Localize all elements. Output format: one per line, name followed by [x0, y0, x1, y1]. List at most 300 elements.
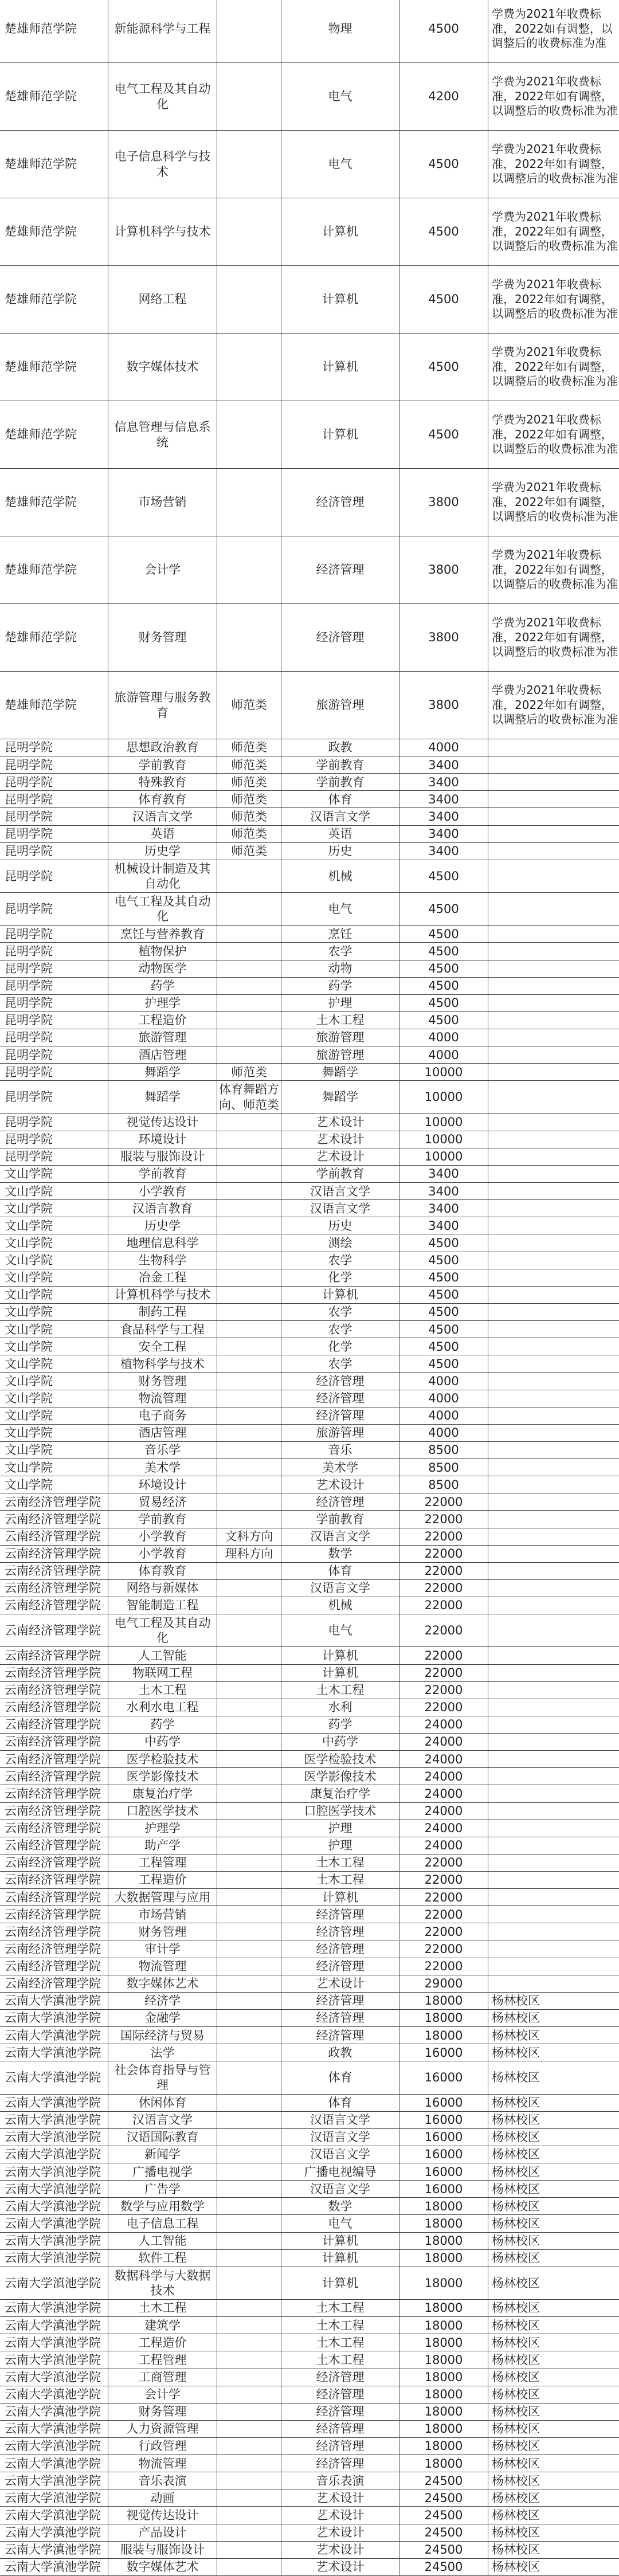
fee-cell: 3800 — [399, 469, 488, 536]
fee-cell: 4000 — [399, 739, 488, 756]
table-row — [0, 1338, 619, 1355]
table-row — [0, 1442, 619, 1459]
table-row — [0, 2129, 619, 2146]
table-row — [0, 2455, 619, 2472]
note-cell — [488, 1081, 619, 1113]
fee-cell: 18000 — [399, 2027, 488, 2044]
table-row — [0, 1854, 619, 1872]
school-cell: 昆明学院 — [5, 775, 53, 789]
major-cell: 音乐表演 — [108, 2472, 217, 2489]
table-row — [0, 843, 619, 860]
category-cell: 汉语言文学 — [281, 808, 399, 825]
note-cell: 学费为2021年收费标准，2022年如有调整，以调整后的收费标准为准 — [488, 334, 619, 401]
school-cell: 云南大学滇池学院 — [5, 2113, 101, 2127]
category-cell: 经济管理 — [281, 1373, 399, 1389]
table-row — [0, 1872, 619, 1889]
note-cell — [488, 1166, 619, 1182]
major-cell: 工商管理 — [108, 2369, 217, 2386]
note-cell — [488, 1546, 619, 1562]
fee-cell: 22000 — [399, 1872, 488, 1888]
fee-cell: 22000 — [399, 1682, 488, 1699]
note-cell: 杨林校区 — [488, 2524, 619, 2541]
school-cell: 昆明学院 — [5, 1048, 53, 1062]
table-row — [0, 860, 619, 893]
type-cell — [217, 2112, 281, 2128]
category-cell: 数学 — [281, 1546, 399, 1562]
type-cell — [217, 2300, 281, 2316]
type-cell — [217, 2507, 281, 2524]
major-cell: 冶金工程 — [108, 1269, 217, 1286]
major-cell: 医学检验技术 — [108, 1751, 217, 1767]
fee-cell: 29000 — [399, 1975, 488, 1992]
school-cell: 楚雄师范学院 — [5, 225, 77, 239]
table-row — [0, 1820, 619, 1837]
category-cell: 旅游管理 — [281, 1046, 399, 1063]
type-cell — [217, 1647, 281, 1664]
fee-cell: 4500 — [399, 0, 488, 62]
major-cell: 会计学 — [108, 2386, 217, 2403]
table-row — [0, 791, 619, 808]
type-cell — [217, 1029, 281, 1046]
category-cell: 体育 — [281, 2095, 399, 2111]
note-cell — [488, 1699, 619, 1716]
table-row — [0, 1235, 619, 1252]
note-cell — [488, 1148, 619, 1165]
type-cell — [217, 2524, 281, 2541]
fee-cell: 4000 — [399, 1390, 488, 1407]
school-cell: 云南大学滇池学院 — [5, 2335, 101, 2350]
table-row — [0, 1614, 619, 1647]
type-cell — [217, 1200, 281, 1217]
major-cell: 视觉传达设计 — [108, 1114, 217, 1131]
table-row — [0, 1682, 619, 1699]
category-cell: 电气 — [281, 63, 399, 130]
note-cell — [488, 1012, 619, 1029]
table-row — [0, 1200, 619, 1217]
school-cell: 云南大学滇池学院 — [5, 2182, 101, 2196]
table-row — [0, 1425, 619, 1442]
type-cell — [217, 2369, 281, 2386]
table-row — [0, 1647, 619, 1664]
table-row — [0, 1768, 619, 1785]
category-cell: 土木工程 — [281, 2351, 399, 2368]
major-cell: 口腔医学技术 — [108, 1803, 217, 1820]
type-cell — [217, 1751, 281, 1767]
fee-cell: 24000 — [399, 1734, 488, 1750]
major-cell: 信息管理与信息系统 — [108, 401, 217, 468]
major-cell: 护理学 — [108, 995, 217, 1011]
table-row — [0, 995, 619, 1012]
note-cell: 杨林校区 — [488, 2215, 619, 2232]
table-row — [0, 1511, 619, 1528]
major-cell: 药学 — [108, 978, 217, 994]
table-row — [0, 334, 619, 401]
school-cell: 云南大学滇池学院 — [5, 2216, 101, 2230]
fee-cell: 22000 — [399, 1923, 488, 1940]
note-cell: 杨林校区 — [488, 2044, 619, 2061]
type-cell — [217, 2163, 281, 2180]
major-cell: 酒店管理 — [108, 1425, 217, 1441]
type-cell — [217, 1287, 281, 1303]
category-cell: 电气 — [281, 2215, 399, 2232]
category-cell: 药学 — [281, 1716, 399, 1733]
note-cell — [488, 1872, 619, 1888]
school-cell: 云南大学滇池学院 — [5, 2526, 101, 2540]
note-cell — [488, 926, 619, 942]
category-cell: 艺术设计 — [281, 1476, 399, 1493]
school-cell: 云南大学滇池学院 — [5, 2543, 101, 2557]
fee-cell: 22000 — [399, 1580, 488, 1597]
major-cell: 医学影像技术 — [108, 1768, 217, 1785]
fee-cell: 24000 — [399, 1785, 488, 1802]
school-cell: 文山学院 — [5, 1409, 53, 1423]
category-cell: 口腔医学技术 — [281, 1803, 399, 1820]
category-cell: 护理 — [281, 995, 399, 1011]
type-cell — [217, 1407, 281, 1424]
major-cell: 体育教育 — [108, 1563, 217, 1579]
type-cell: 文科方向 — [217, 1528, 281, 1545]
type-cell — [217, 1046, 281, 1063]
school-cell: 云南经济管理学院 — [5, 1624, 101, 1638]
table-row — [0, 1304, 619, 1321]
category-cell: 艺术设计 — [281, 2559, 399, 2575]
type-cell — [217, 2351, 281, 2368]
table-row — [0, 401, 619, 469]
type-cell: 师范类 — [217, 774, 281, 790]
type-cell: 师范类 — [217, 826, 281, 842]
type-cell: 体育舞蹈方向、师范类 — [217, 1081, 281, 1113]
table-row — [0, 1785, 619, 1802]
table-row — [0, 2146, 619, 2163]
category-cell: 体育 — [281, 1563, 399, 1579]
type-cell — [217, 2421, 281, 2437]
type-cell — [217, 1820, 281, 1837]
category-cell: 旅游管理 — [281, 672, 399, 739]
school-cell: 昆明学院 — [5, 809, 53, 824]
note-cell — [488, 1425, 619, 1441]
school-cell: 昆明学院 — [5, 1065, 53, 1079]
fee-cell: 4500 — [399, 995, 488, 1011]
category-cell: 计算机 — [281, 334, 399, 401]
note-cell — [488, 1235, 619, 1252]
note-cell: 杨林校区 — [488, 2386, 619, 2403]
category-cell: 汉语言文学 — [281, 2181, 399, 2197]
type-cell — [217, 1785, 281, 1802]
school-cell: 云南大学滇池学院 — [5, 2405, 101, 2419]
major-cell: 社会体育指导与管理 — [108, 2061, 217, 2093]
table-row — [0, 2267, 619, 2300]
fee-cell: 18000 — [399, 2421, 488, 2437]
major-cell: 烹饪与营养教育 — [108, 926, 217, 942]
type-cell — [217, 0, 281, 62]
table-row — [0, 1046, 619, 1064]
category-cell: 计算机 — [281, 1287, 399, 1303]
major-cell: 特殊教育 — [108, 774, 217, 790]
type-cell — [217, 2455, 281, 2472]
category-cell: 体育 — [281, 2061, 399, 2093]
major-cell: 植物保护 — [108, 943, 217, 959]
major-cell: 财务管理 — [108, 2404, 217, 2420]
note-cell — [488, 1390, 619, 1407]
school-cell: 文山学院 — [5, 1288, 53, 1302]
type-cell — [217, 1614, 281, 1646]
note-cell — [488, 1785, 619, 1802]
major-cell: 电气工程及其自动化 — [108, 893, 217, 925]
major-cell: 植物科学与技术 — [108, 1355, 217, 1372]
table-row — [0, 131, 619, 198]
note-cell — [488, 1941, 619, 1958]
fee-cell: 22000 — [399, 1699, 488, 1716]
table-row — [0, 2215, 619, 2232]
school-cell: 云南经济管理学院 — [5, 1700, 101, 1715]
major-cell: 新能源科学与工程 — [108, 0, 217, 62]
type-cell — [217, 1442, 281, 1458]
note-cell — [488, 1252, 619, 1269]
school-cell: 云南大学滇池学院 — [5, 2011, 101, 2025]
type-cell — [217, 2317, 281, 2334]
type-cell — [217, 334, 281, 401]
major-cell: 金融学 — [108, 2010, 217, 2026]
fee-cell: 22000 — [399, 1854, 488, 1871]
category-cell: 经济管理 — [281, 1390, 399, 1407]
table-row — [0, 1148, 619, 1166]
school-cell: 昆明学院 — [5, 1030, 53, 1045]
fee-cell: 4000 — [399, 1373, 488, 1389]
school-cell: 文山学院 — [5, 1356, 53, 1371]
type-cell — [217, 1716, 281, 1733]
type-cell — [217, 1699, 281, 1716]
school-cell: 云南经济管理学院 — [5, 1547, 101, 1561]
type-cell: 师范类 — [217, 1064, 281, 1080]
table-row — [0, 1975, 619, 1993]
fee-cell: 16000 — [399, 2095, 488, 2111]
note-cell — [488, 943, 619, 959]
type-cell — [217, 2129, 281, 2146]
note-cell: 学费为2021年收费标准，2022年如有调整，以调整后的收费标准为准 — [488, 469, 619, 536]
type-cell — [217, 1958, 281, 1975]
major-cell: 人力资源管理 — [108, 2421, 217, 2437]
major-cell: 工程造价 — [108, 1012, 217, 1029]
type-cell: 师范类 — [217, 672, 281, 739]
school-cell: 云南经济管理学院 — [5, 1495, 101, 1509]
table-row — [0, 774, 619, 791]
note-cell: 杨林校区 — [488, 2542, 619, 2558]
major-cell: 土木工程 — [108, 2300, 217, 2316]
fee-cell: 3400 — [399, 843, 488, 860]
major-cell: 环境设计 — [108, 1476, 217, 1493]
note-cell — [488, 1597, 619, 1614]
category-cell: 经济管理 — [281, 2421, 399, 2437]
fee-cell: 18000 — [399, 2215, 488, 2232]
fee-cell: 10000 — [399, 1148, 488, 1165]
note-cell — [488, 808, 619, 825]
type-cell — [217, 1131, 281, 1148]
note-cell — [488, 1958, 619, 1975]
fee-cell: 16000 — [399, 2044, 488, 2061]
table-row — [0, 2317, 619, 2334]
fee-cell: 24500 — [399, 2507, 488, 2524]
major-cell: 护理学 — [108, 1820, 217, 1837]
type-cell — [217, 1338, 281, 1355]
fee-cell: 22000 — [399, 1941, 488, 1958]
category-cell: 经济管理 — [281, 1923, 399, 1940]
school-cell: 昆明学院 — [5, 979, 53, 993]
major-cell: 工程管理 — [108, 1854, 217, 1871]
school-cell: 云南经济管理学院 — [5, 1907, 101, 1922]
school-cell: 文山学院 — [5, 1201, 53, 1216]
major-cell: 人工智能 — [108, 1647, 217, 1664]
type-cell — [217, 2542, 281, 2558]
school-cell: 云南大学滇池学院 — [5, 2147, 101, 2162]
school-cell: 文山学院 — [5, 1184, 53, 1198]
category-cell: 艺术设计 — [281, 2507, 399, 2524]
fee-cell: 24000 — [399, 1751, 488, 1767]
table-row — [0, 1476, 619, 1493]
fee-cell: 3400 — [399, 774, 488, 790]
fee-cell: 24000 — [399, 1820, 488, 1837]
table-row — [0, 978, 619, 995]
note-cell — [488, 791, 619, 807]
school-cell: 云南经济管理学院 — [5, 1512, 101, 1526]
type-cell — [217, 2181, 281, 2197]
fee-cell: 4500 — [399, 893, 488, 925]
note-cell — [488, 1029, 619, 1046]
school-cell: 文山学院 — [5, 1218, 53, 1233]
major-cell: 美术学 — [108, 1459, 217, 1476]
category-cell: 电气 — [281, 893, 399, 925]
type-cell — [217, 1768, 281, 1785]
type-cell — [217, 1682, 281, 1699]
school-cell: 文山学院 — [5, 1477, 53, 1492]
table-row — [0, 2061, 619, 2094]
note-cell — [488, 978, 619, 994]
fee-cell: 24000 — [399, 1768, 488, 1785]
type-cell — [217, 1993, 281, 2009]
type-cell — [217, 2404, 281, 2420]
category-cell: 计算机 — [281, 2267, 399, 2299]
school-cell: 楚雄师范学院 — [5, 22, 77, 36]
fee-cell: 3400 — [399, 1217, 488, 1234]
major-cell: 数字媒体艺术 — [108, 1975, 217, 1992]
category-cell: 计算机 — [281, 266, 399, 333]
note-cell — [488, 1269, 619, 1286]
fee-cell: 18000 — [399, 2351, 488, 2368]
major-cell: 旅游管理 — [108, 1029, 217, 1046]
category-cell: 政教 — [281, 2044, 399, 2061]
table-row — [0, 756, 619, 774]
table-row — [0, 63, 619, 131]
school-cell: 文山学院 — [5, 1339, 53, 1354]
school-cell: 楚雄师范学院 — [5, 495, 77, 509]
school-cell: 昆明学院 — [5, 827, 53, 841]
type-cell — [217, 2095, 281, 2111]
type-cell — [217, 1373, 281, 1389]
note-cell: 杨林校区 — [488, 2010, 619, 2026]
fee-cell: 8500 — [399, 1459, 488, 1476]
school-cell: 云南大学滇池学院 — [5, 2028, 101, 2042]
fee-cell: 18000 — [399, 2010, 488, 2026]
table-row — [0, 2181, 619, 2198]
type-cell — [217, 1166, 281, 1182]
school-cell: 昆明学院 — [5, 902, 53, 916]
type-cell — [217, 1355, 281, 1372]
major-cell: 地理信息科学 — [108, 1235, 217, 1252]
type-cell: 师范类 — [217, 739, 281, 756]
note-cell: 杨林校区 — [488, 2507, 619, 2524]
school-cell: 云南经济管理学院 — [5, 1942, 101, 1956]
fee-cell: 22000 — [399, 1563, 488, 1579]
note-cell — [488, 1064, 619, 1080]
note-cell — [488, 1889, 619, 1905]
fee-cell: 4500 — [399, 198, 488, 265]
table-row — [0, 1269, 619, 1287]
school-cell: 云南经济管理学院 — [5, 1803, 101, 1818]
table-row — [0, 808, 619, 825]
school-cell: 文山学院 — [5, 1167, 53, 1181]
category-cell: 医学影像技术 — [281, 1768, 399, 1785]
category-cell: 汉语言文学 — [281, 2112, 399, 2128]
fee-cell: 22000 — [399, 1647, 488, 1664]
category-cell: 数学 — [281, 2198, 399, 2214]
type-cell — [217, 1872, 281, 1888]
note-cell — [488, 1803, 619, 1820]
school-cell: 楚雄师范学院 — [5, 563, 77, 577]
category-cell: 英语 — [281, 826, 399, 842]
table-row — [0, 1803, 619, 1820]
note-cell — [488, 995, 619, 1011]
category-cell: 电气 — [281, 131, 399, 198]
type-cell — [217, 604, 281, 671]
category-cell: 护理 — [281, 1820, 399, 1837]
note-cell: 杨林校区 — [488, 2233, 619, 2249]
major-cell: 历史学 — [108, 843, 217, 860]
table-row — [0, 2112, 619, 2129]
table-row — [0, 2542, 619, 2559]
school-cell: 云南经济管理学院 — [5, 1752, 101, 1766]
type-cell — [217, 926, 281, 942]
table-row — [0, 1837, 619, 1854]
fee-cell: 10000 — [399, 1064, 488, 1080]
school-cell: 云南大学滇池学院 — [5, 2560, 101, 2574]
school-cell: 云南经济管理学院 — [5, 1838, 101, 1853]
major-cell: 计算机科学与技术 — [108, 198, 217, 265]
category-cell: 康复治疗学 — [281, 1785, 399, 1802]
major-cell: 财务管理 — [108, 1373, 217, 1389]
table-row — [0, 1217, 619, 1234]
table-row — [0, 1563, 619, 1580]
type-cell — [217, 1321, 281, 1338]
note-cell: 学费为2021年收费标准，2022年如有调整，以调整后的收费标准为准 — [488, 63, 619, 130]
table-row — [0, 2438, 619, 2455]
major-cell: 数字媒体技术 — [108, 334, 217, 401]
school-cell: 云南大学滇池学院 — [5, 2456, 101, 2471]
category-cell: 艺术设计 — [281, 2489, 399, 2506]
table-row — [0, 2386, 619, 2404]
category-cell: 测绘 — [281, 1235, 399, 1252]
note-cell: 杨林校区 — [488, 2472, 619, 2489]
type-cell — [217, 2061, 281, 2093]
school-cell: 云南大学滇池学院 — [5, 2165, 101, 2179]
major-cell: 生物科学 — [108, 1252, 217, 1269]
table-row — [0, 1665, 619, 1682]
category-cell: 经济管理 — [281, 536, 399, 603]
school-cell: 文山学院 — [5, 1253, 53, 1268]
type-cell — [217, 960, 281, 977]
table-row — [0, 1751, 619, 1768]
fee-cell: 3400 — [399, 1200, 488, 1217]
fee-cell: 22000 — [399, 1493, 488, 1510]
school-cell: 文山学院 — [5, 1391, 53, 1406]
